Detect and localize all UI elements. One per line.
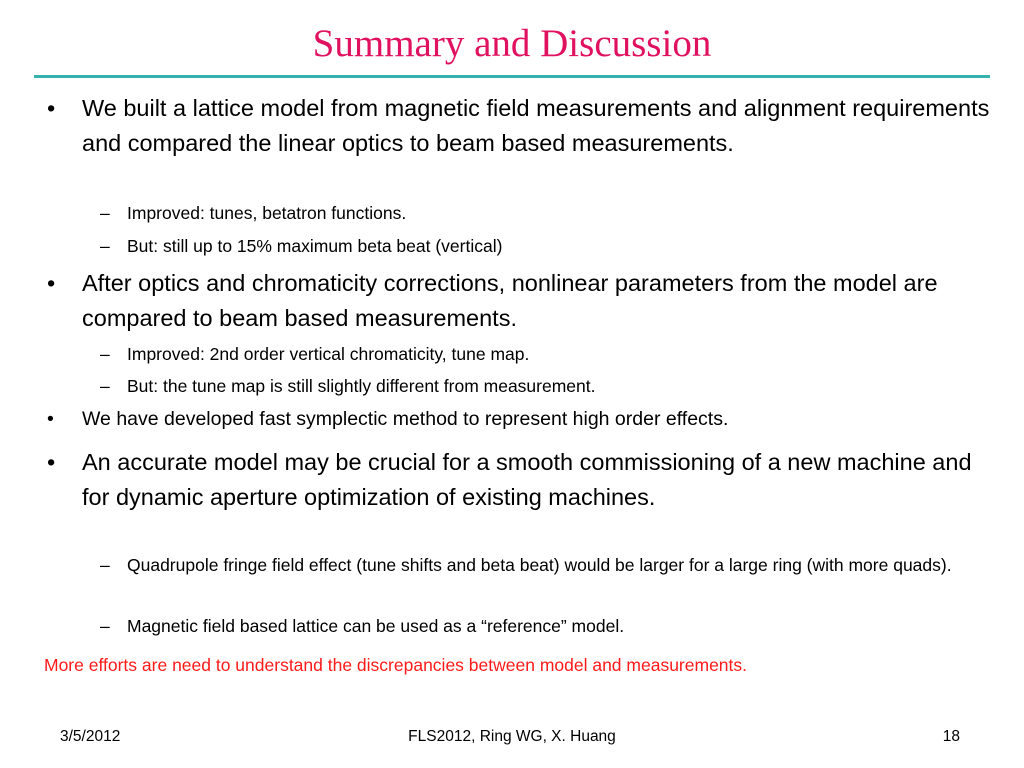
bullet-text: We have developed fast symplectic method to represent high order effects. bbox=[82, 408, 729, 430]
dash-marker: – bbox=[100, 203, 110, 223]
bullet-item bbox=[47, 266, 992, 335]
conclusion-note: More efforts are need to understand the discrepancies between model and measurements. bbox=[44, 655, 748, 675]
sub-bullet-text: But: the tune map is still slightly different from measurement. bbox=[127, 376, 596, 396]
bullet-marker: • bbox=[47, 270, 56, 296]
bullet-text: After optics and chromaticity corrections, nonlinear parameters from the model are compared to beam based measurements. bbox=[82, 270, 938, 331]
sub-bullet-item bbox=[100, 341, 987, 367]
sub-bullet-text: Magnetic field based lattice can be used as a “reference” model. bbox=[127, 616, 625, 636]
sub-bullet-text: Improved: tunes, betatron functions. bbox=[127, 203, 407, 223]
dash-marker: – bbox=[100, 376, 110, 396]
sub-bullet-item bbox=[100, 373, 987, 399]
slide-title: Summary and Discussion bbox=[312, 22, 712, 65]
dash-marker: – bbox=[100, 344, 110, 364]
bullet-text: We built a lattice model from magnetic field measurements and alignment requirements and compared the linear optics to beam based measurements. bbox=[82, 95, 990, 156]
bullet-marker: • bbox=[47, 449, 56, 475]
sub-bullet-item bbox=[100, 552, 987, 578]
bullet-item bbox=[47, 406, 992, 432]
sub-bullet-item bbox=[100, 200, 987, 226]
bullet-item bbox=[47, 445, 992, 514]
dash-marker: – bbox=[100, 236, 110, 256]
bullet-item bbox=[47, 91, 992, 160]
title-divider bbox=[34, 75, 990, 78]
sub-bullet-text: Improved: 2nd order vertical chromaticity, tune map. bbox=[127, 344, 530, 364]
footer-title: FLS2012, Ring WG, X. Huang bbox=[408, 728, 616, 745]
sub-bullet-text: But: still up to 15% maximum beta beat (vertical) bbox=[127, 236, 503, 256]
bullet-marker: • bbox=[47, 95, 56, 121]
sub-bullet-item bbox=[100, 613, 987, 639]
bullet-text: An accurate model may be crucial for a smooth commissioning of a new machine and for dynamic aperture optimization of existing machines. bbox=[82, 449, 972, 510]
footer-date: 3/5/2012 bbox=[60, 728, 121, 745]
bullet-marker: • bbox=[47, 408, 54, 430]
sub-bullet-text: Quadrupole fringe field effect (tune shifts and beta beat) would be larger for a large ring (with more quads). bbox=[127, 555, 952, 575]
dash-marker: – bbox=[100, 616, 110, 636]
slide-number: 18 bbox=[942, 728, 960, 745]
dash-marker: – bbox=[100, 555, 110, 575]
sub-bullet-item bbox=[100, 233, 987, 259]
